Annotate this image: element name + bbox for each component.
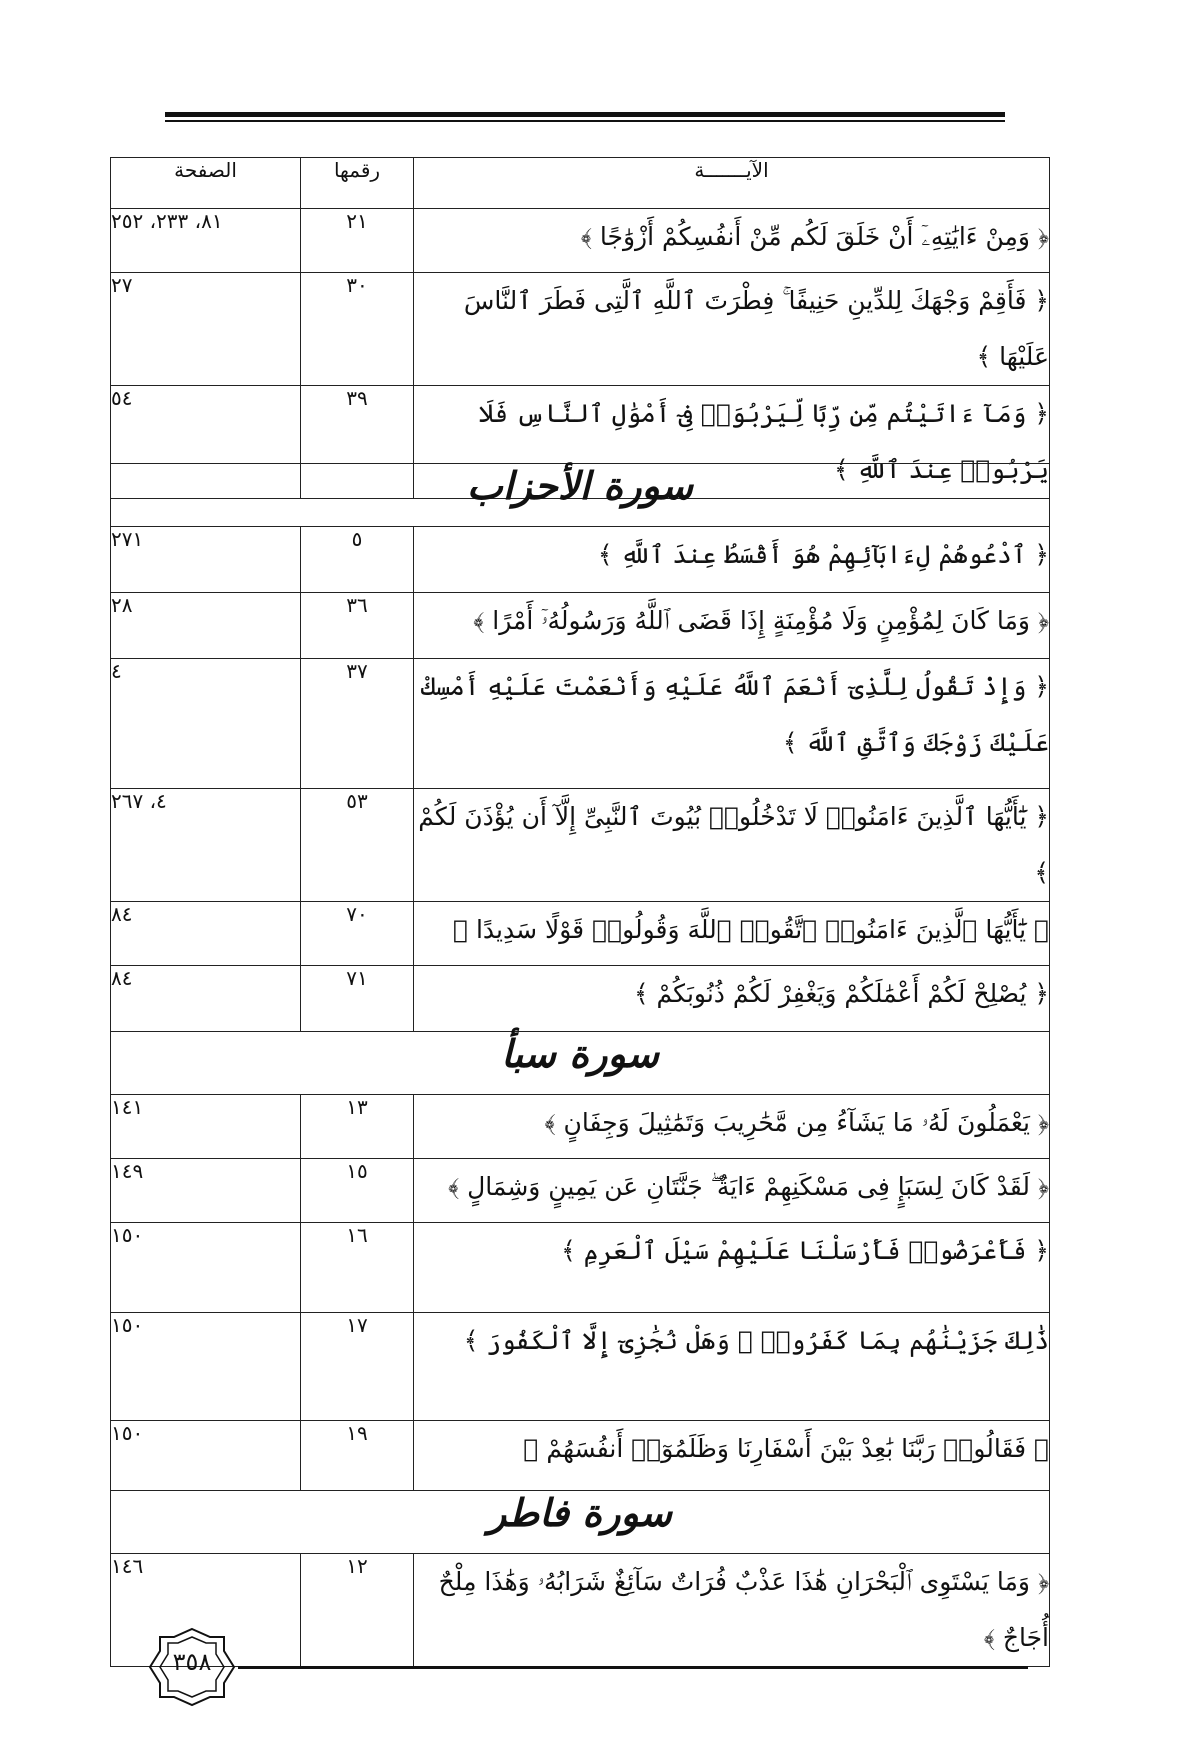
header-page: الصفحة (111, 158, 301, 209)
verse-number: ٣٦ (301, 593, 414, 659)
surah-title-saba: سورة سبأ (111, 1032, 1050, 1095)
verse-text: ﴿ ٱدْعُوهُمْ لِءَابَآئِهِمْ هُوَ أَقْسَطُ عِندَ ٱللَّهِ ﴾ (414, 527, 1050, 593)
verse-text: ذَٰلِكَ جَزَيْنَٰهُم بِمَا كَفَرُوا۟ ۖ وَهَلْ نُجَٰزِىٓ إِلَّا ٱلْكَفُورَ ﴾ (414, 1313, 1050, 1421)
surah-heading-row (111, 464, 1050, 527)
page-reference: ١٥٠ (111, 1421, 301, 1491)
verse-text: ﴿ يَٰٓأَيُّهَا ٱلَّذِينَ ءَامَنُوا۟ لَا تَدْخُلُوا۟ بُيُوتَ ٱلنَّبِىِّ إِلَّآ أَن يُؤْذَنَ لَكُمْ ﴾ (414, 789, 1050, 902)
page-reference: ١٥٠ (111, 1223, 301, 1313)
verse-number: ٧١ (301, 966, 414, 1032)
page-reference: ٨١، ٢٣٣، ٢٥٢ (111, 209, 301, 273)
header-number: رقمها (301, 158, 414, 209)
verse-text: ﴿ فَأَقِمْ وَجْهَكَ لِلدِّينِ حَنِيفًا ۚ فِطْرَتَ ٱللَّهِ ٱلَّتِى فَطَرَ ٱلنَّاسَ عَلَيْهَا ﴾ (414, 273, 1050, 386)
table-row (111, 966, 1050, 1032)
table-row (111, 789, 1050, 902)
table-row (111, 1554, 1050, 1667)
verse-number: ١٦ (301, 1223, 414, 1313)
verse-number: ٣٠ (301, 273, 414, 386)
table-header-row (111, 158, 1050, 209)
verse-number: ٥ (301, 527, 414, 593)
page-reference: ٢٧١ (111, 527, 301, 593)
verse-number: ٧٠ (301, 902, 414, 966)
surah-heading-row (111, 1491, 1050, 1554)
verse-number: ١٧ (301, 1313, 414, 1421)
verse-number: ٥٣ (301, 789, 414, 902)
verse-text: ﴿ وَإِذْ تَقُولُ لِلَّذِىٓ أَنْعَمَ ٱللَّهُ عَلَيْهِ وَأَنْعَمْتَ عَلَيْهِ أَمْسِكْ عَلَيْكَ زَوْجَكَ وَٱتَّقِ ٱللَّهَ ﴾ (414, 659, 1050, 789)
footer-rule (238, 1666, 1028, 1669)
verse-text: ﴿ يَعْمَلُونَ لَهُۥ مَا يَشَآءُ مِن مَّحَٰرِيبَ وَتَمَٰثِيلَ وَجِفَانٍ ﴾ (414, 1095, 1050, 1159)
table-row (111, 1159, 1050, 1223)
page-reference: ٨٤ (111, 966, 301, 1032)
table-row (111, 902, 1050, 966)
verse-text: ﴿ فَأَعْرَضُوا۟ فَأَرْسَلْنَا عَلَيْهِمْ سَيْلَ ٱلْعَرِمِ ﴾ (414, 1223, 1050, 1313)
table-row (111, 1223, 1050, 1313)
table-row (111, 1313, 1050, 1421)
verse-number: ٢١ (301, 209, 414, 273)
verse-text: ﴿ يُصْلِحْ لَكُمْ أَعْمَٰلَكُمْ وَيَغْفِرْ لَكُمْ ذُنُوبَكُمْ ﴾ (414, 966, 1050, 1032)
verse-text: ﴿ وَمَآ ءَاتَيْتُم مِّن رِّبًا لِّيَرْبُوَا۟ فِىٓ أَمْوَٰلِ ٱلنَّاسِ فَلَا يَرْبُوا۟ عِندَ ٱللَّهِ ﴾ (414, 386, 1050, 499)
verse-text: ﴿ لَقَدْ كَانَ لِسَبَإٍ فِى مَسْكَنِهِمْ ءَايَةٌ ۖ جَنَّتَانِ عَن يَمِينٍ وَشِمَالٍ ﴾ (414, 1159, 1050, 1223)
table-row (111, 209, 1050, 273)
verse-number: ١٣ (301, 1095, 414, 1159)
page-number: ٣٥٨ (172, 1648, 212, 1676)
page-reference: ١٤١ (111, 1095, 301, 1159)
header-rule-thin (165, 120, 1005, 122)
verse-number: ٣٩ (301, 386, 414, 499)
surah-title-ahzab: سورة الأحزاب (111, 464, 1050, 527)
verse-text: ﴿ وَمَا كَانَ لِمُؤْمِنٍ وَلَا مُؤْمِنَةٍ إِذَا قَضَى ٱللَّهُ وَرَسُولُهُۥٓ أَمْرًا ﴾ (414, 593, 1050, 659)
verse-index-table-1 (110, 157, 1050, 499)
page-reference: ٤، ٢٦٧ (111, 789, 301, 902)
table-row (111, 1421, 1050, 1491)
page-reference: ٢٧ (111, 273, 301, 386)
table-row (111, 593, 1050, 659)
verse-index-table-2 (110, 463, 1050, 1667)
page-reference: ١٥٠ (111, 1313, 301, 1421)
verse-text: ﴿ يَٰٓأَيُّهَا ٱلَّذِينَ ءَامَنُوا۟ ٱتَّقُوا۟ ٱللَّهَ وَقُولُوا۟ قَوْلًا سَدِيدًا ﴾ (414, 902, 1050, 966)
header-rule-thick (165, 112, 1005, 117)
table-row (111, 1095, 1050, 1159)
verse-number: ١٥ (301, 1159, 414, 1223)
surah-title-fatir: سورة فاطر (111, 1491, 1050, 1554)
page-reference: ٢٨ (111, 593, 301, 659)
page-reference: ١٤٩ (111, 1159, 301, 1223)
header-verse: الآيـــــــة (414, 158, 1050, 209)
table-row (111, 659, 1050, 789)
verse-number: ١٩ (301, 1421, 414, 1491)
page-reference: ١٤٦ (111, 1554, 301, 1667)
verse-text: ﴿ وَمَا يَسْتَوِى ٱلْبَحْرَانِ هَٰذَا عَذْبٌ فُرَاتٌ سَآئِغٌ شَرَابُهُۥ وَهَٰذَا مِلْحٌ أُجَاجٌ ﴾ (414, 1554, 1050, 1667)
page-reference: ٥٤ (111, 386, 301, 499)
verse-number: ١٢ (301, 1554, 414, 1667)
page-reference: ٨٤ (111, 902, 301, 966)
verse-text: ﴿ وَمِنْ ءَايَٰتِهِۦٓ أَنْ خَلَقَ لَكُم مِّنْ أَنفُسِكُمْ أَزْوَٰجًا ﴾ (414, 209, 1050, 273)
table-row (111, 527, 1050, 593)
table-row (111, 273, 1050, 386)
verse-text: ﴿ فَقَالُوا۟ رَبَّنَا بَٰعِدْ بَيْنَ أَسْفَارِنَا وَظَلَمُوٓا۟ أَنفُسَهُمْ ﴾ (414, 1421, 1050, 1491)
surah-heading-row (111, 1032, 1050, 1095)
verse-number: ٣٧ (301, 659, 414, 789)
page-reference: ٤ (111, 659, 301, 789)
